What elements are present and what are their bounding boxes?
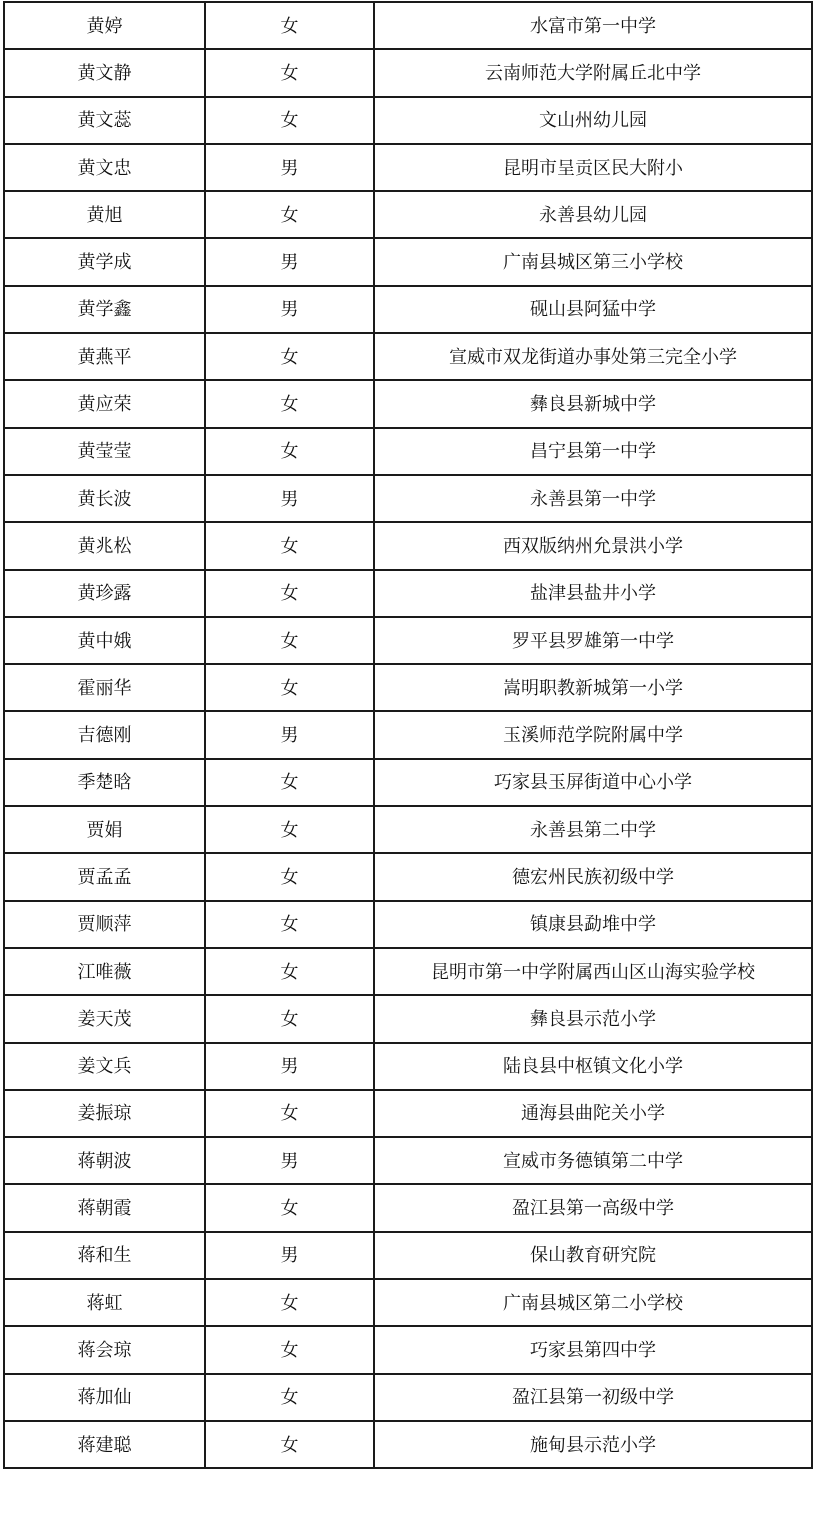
name-cell: 蒋加仙 — [4, 1374, 205, 1421]
name-cell: 黄中娥 — [4, 617, 205, 664]
name-cell: 黄文静 — [4, 49, 205, 96]
table-row — [4, 49, 812, 96]
gender-cell: 男 — [205, 475, 374, 522]
school-cell: 水富市第一中学 — [374, 2, 812, 49]
gender-cell: 女 — [205, 901, 374, 948]
school-cell: 彝良县示范小学 — [374, 995, 812, 1042]
gender-cell: 女 — [205, 617, 374, 664]
name-cell: 贾顺萍 — [4, 901, 205, 948]
school-cell: 昌宁县第一中学 — [374, 428, 812, 475]
name-cell: 黄兆松 — [4, 522, 205, 569]
gender-cell: 女 — [205, 428, 374, 475]
table-row — [4, 711, 812, 758]
school-cell: 永善县第一中学 — [374, 475, 812, 522]
table-row — [4, 191, 812, 238]
gender-cell: 女 — [205, 2, 374, 49]
gender-cell: 女 — [205, 664, 374, 711]
name-cell: 黄学鑫 — [4, 286, 205, 333]
name-cell: 姜天茂 — [4, 995, 205, 1042]
name-cell: 江唯薇 — [4, 948, 205, 995]
gender-cell: 女 — [205, 1279, 374, 1326]
table-row — [4, 995, 812, 1042]
school-cell: 砚山县阿猛中学 — [374, 286, 812, 333]
name-cell: 霍丽华 — [4, 664, 205, 711]
table-row — [4, 144, 812, 191]
gender-cell: 男 — [205, 1137, 374, 1184]
name-cell: 黄婷 — [4, 2, 205, 49]
name-cell: 蒋会琼 — [4, 1326, 205, 1373]
table-row — [4, 617, 812, 664]
school-cell: 昆明市第一中学附属西山区山海实验学校 — [374, 948, 812, 995]
name-cell: 黄燕平 — [4, 333, 205, 380]
gender-cell: 女 — [205, 522, 374, 569]
table-row — [4, 2, 812, 49]
school-cell: 昆明市呈贡区民大附小 — [374, 144, 812, 191]
name-cell: 蒋朝霞 — [4, 1184, 205, 1231]
school-cell: 嵩明职教新城第一小学 — [374, 664, 812, 711]
school-cell: 宣威市务德镇第二中学 — [374, 1137, 812, 1184]
name-cell: 黄文蕊 — [4, 97, 205, 144]
table-row — [4, 286, 812, 333]
school-cell: 巧家县第四中学 — [374, 1326, 812, 1373]
gender-cell: 女 — [205, 806, 374, 853]
name-cell: 黄应荣 — [4, 380, 205, 427]
name-cell: 黄旭 — [4, 191, 205, 238]
gender-cell: 女 — [205, 759, 374, 806]
roster-table — [3, 1, 813, 1469]
table-row — [4, 1184, 812, 1231]
table-row — [4, 1421, 812, 1468]
gender-cell: 女 — [205, 853, 374, 900]
name-cell: 蒋虹 — [4, 1279, 205, 1326]
school-cell: 盐津县盐井小学 — [374, 570, 812, 617]
school-cell: 云南师范大学附属丘北中学 — [374, 49, 812, 96]
school-cell: 永善县幼儿园 — [374, 191, 812, 238]
school-cell: 玉溪师范学院附属中学 — [374, 711, 812, 758]
gender-cell: 女 — [205, 333, 374, 380]
school-cell: 广南县城区第二小学校 — [374, 1279, 812, 1326]
table-row — [4, 1374, 812, 1421]
table-row — [4, 1326, 812, 1373]
school-cell: 镇康县勐堆中学 — [374, 901, 812, 948]
gender-cell: 男 — [205, 1232, 374, 1279]
table-row — [4, 664, 812, 711]
table-row — [4, 1137, 812, 1184]
school-cell: 盈江县第一初级中学 — [374, 1374, 812, 1421]
name-cell: 黄长波 — [4, 475, 205, 522]
table-row — [4, 853, 812, 900]
table-row — [4, 1232, 812, 1279]
school-cell: 宣威市双龙街道办事处第三完全小学 — [374, 333, 812, 380]
table-row — [4, 759, 812, 806]
gender-cell: 女 — [205, 97, 374, 144]
name-cell: 贾娟 — [4, 806, 205, 853]
gender-cell: 女 — [205, 1421, 374, 1468]
gender-cell: 女 — [205, 49, 374, 96]
school-cell: 永善县第二中学 — [374, 806, 812, 853]
name-cell: 黄文忠 — [4, 144, 205, 191]
name-cell: 黄学成 — [4, 238, 205, 285]
name-cell: 吉德刚 — [4, 711, 205, 758]
table-row — [4, 333, 812, 380]
table-row — [4, 522, 812, 569]
name-cell: 姜文兵 — [4, 1043, 205, 1090]
school-cell: 文山州幼儿园 — [374, 97, 812, 144]
table-row — [4, 806, 812, 853]
gender-cell: 男 — [205, 1043, 374, 1090]
name-cell: 贾孟孟 — [4, 853, 205, 900]
gender-cell: 女 — [205, 1184, 374, 1231]
gender-cell: 男 — [205, 238, 374, 285]
table-row — [4, 1043, 812, 1090]
school-cell: 德宏州民族初级中学 — [374, 853, 812, 900]
school-cell: 通海县曲陀关小学 — [374, 1090, 812, 1137]
name-cell: 黄莹莹 — [4, 428, 205, 475]
gender-cell: 女 — [205, 380, 374, 427]
school-cell: 保山教育研究院 — [374, 1232, 812, 1279]
roster-body — [4, 2, 812, 1468]
school-cell: 巧家县玉屏街道中心小学 — [374, 759, 812, 806]
gender-cell: 女 — [205, 1374, 374, 1421]
school-cell: 盈江县第一高级中学 — [374, 1184, 812, 1231]
gender-cell: 女 — [205, 995, 374, 1042]
table-row — [4, 97, 812, 144]
gender-cell: 男 — [205, 144, 374, 191]
school-cell: 西双版纳州允景洪小学 — [374, 522, 812, 569]
table-row — [4, 1279, 812, 1326]
name-cell: 蒋建聪 — [4, 1421, 205, 1468]
table-row — [4, 380, 812, 427]
table-row — [4, 1090, 812, 1137]
school-cell: 施甸县示范小学 — [374, 1421, 812, 1468]
gender-cell: 男 — [205, 711, 374, 758]
name-cell: 蒋和生 — [4, 1232, 205, 1279]
table-row — [4, 428, 812, 475]
name-cell: 姜振琼 — [4, 1090, 205, 1137]
name-cell: 黄珍露 — [4, 570, 205, 617]
school-cell: 广南县城区第三小学校 — [374, 238, 812, 285]
gender-cell: 女 — [205, 948, 374, 995]
gender-cell: 女 — [205, 570, 374, 617]
gender-cell: 女 — [205, 191, 374, 238]
school-cell: 罗平县罗雄第一中学 — [374, 617, 812, 664]
table-row — [4, 238, 812, 285]
school-cell: 彝良县新城中学 — [374, 380, 812, 427]
school-cell: 陆良县中枢镇文化小学 — [374, 1043, 812, 1090]
gender-cell: 女 — [205, 1090, 374, 1137]
table-row — [4, 948, 812, 995]
name-cell: 季楚晗 — [4, 759, 205, 806]
gender-cell: 女 — [205, 1326, 374, 1373]
name-cell: 蒋朝波 — [4, 1137, 205, 1184]
gender-cell: 男 — [205, 286, 374, 333]
table-row — [4, 570, 812, 617]
table-row — [4, 475, 812, 522]
table-row — [4, 901, 812, 948]
